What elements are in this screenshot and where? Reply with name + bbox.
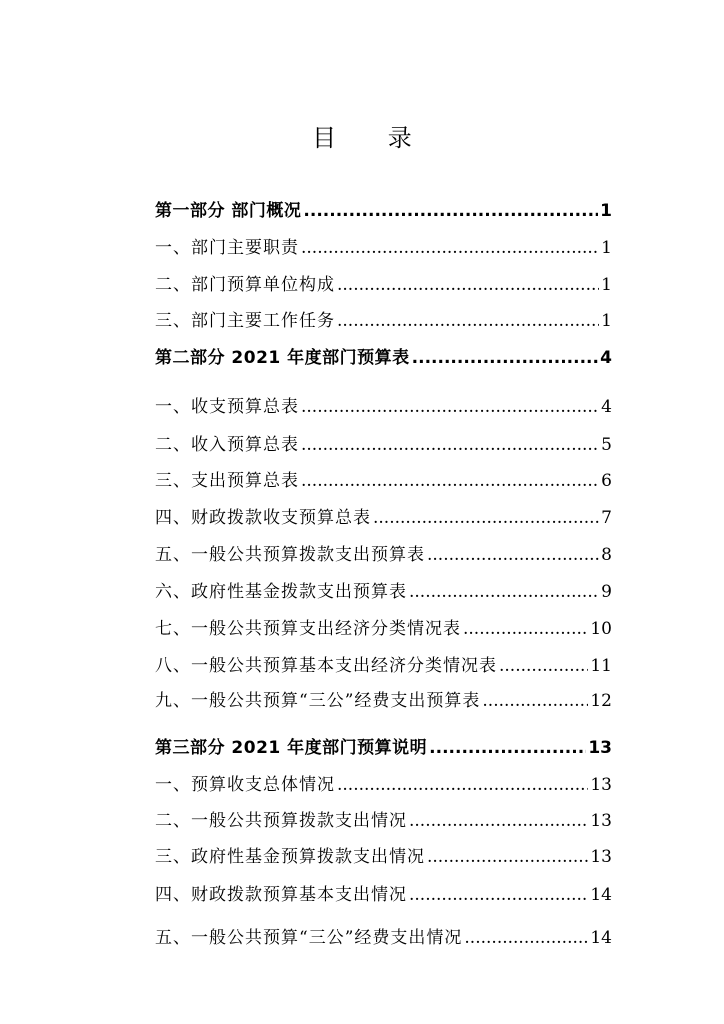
- toc-dot-leader: [429, 737, 586, 759]
- toc-entry-label: 第二部分 2021 年度部门预算表: [155, 348, 410, 368]
- toc-dot-leader: [412, 347, 599, 369]
- toc-dot-leader: [463, 618, 588, 640]
- toc-section-entry[interactable]: [155, 343, 612, 369]
- toc-dot-leader: [373, 507, 599, 529]
- toc-dot-leader: [482, 690, 588, 712]
- toc-section-entry[interactable]: [155, 196, 612, 222]
- toc-entry[interactable]: [155, 880, 612, 906]
- toc-page-number: 9: [601, 582, 612, 602]
- toc-page-number: 4: [601, 397, 612, 417]
- toc-entry-label: 八、一般公共预算基本支出经济分类情况表: [155, 656, 497, 676]
- toc-dot-leader: [409, 884, 588, 906]
- toc-page-number: 1: [601, 275, 612, 295]
- toc-page-number: 8: [601, 545, 612, 565]
- toc-dot-leader: [464, 927, 588, 949]
- toc-dot-leader: [337, 774, 588, 796]
- toc-entry-label: 三、支出预算总表: [155, 471, 299, 491]
- toc-entry-label: 六、政府性基金拨款支出预算表: [155, 582, 407, 602]
- toc-dot-leader: [301, 396, 599, 418]
- toc-page-number: 1: [600, 201, 612, 221]
- toc-page-number: 13: [590, 775, 612, 795]
- toc-entry[interactable]: [155, 466, 612, 492]
- page-title: 目 录: [312, 124, 434, 152]
- toc-dot-leader: [409, 810, 588, 832]
- toc-page-number: 13: [590, 811, 612, 831]
- toc-dot-leader: [303, 200, 598, 222]
- toc-page-number: 11: [590, 656, 612, 676]
- toc-entry-label: 三、政府性基金预算拨款支出情况: [155, 847, 425, 867]
- toc-page-number: 5: [601, 435, 612, 455]
- toc-entry[interactable]: [155, 686, 612, 712]
- toc-entry[interactable]: [155, 430, 612, 456]
- toc-entry-label: 五、一般公共预算“三公”经费支出情况: [155, 928, 463, 948]
- toc-page-number: 7: [601, 508, 612, 528]
- toc-dot-leader: [409, 581, 599, 603]
- toc-entry[interactable]: [155, 923, 612, 949]
- toc-page-number: 6: [601, 471, 612, 491]
- toc-entry-label: 二、一般公共预算拨款支出情况: [155, 811, 407, 831]
- toc-entry[interactable]: [155, 614, 612, 640]
- toc-dot-leader: [499, 655, 588, 677]
- toc-entry[interactable]: [155, 270, 612, 296]
- toc-entry[interactable]: [155, 651, 612, 677]
- toc-page-number: 12: [590, 691, 612, 711]
- toc-dot-leader: [337, 310, 599, 332]
- toc-entry[interactable]: [155, 540, 612, 566]
- toc-entry-label: 一、部门主要职责: [155, 238, 299, 258]
- toc-entry[interactable]: [155, 392, 612, 418]
- toc-dot-leader: [301, 237, 599, 259]
- toc-entry-label: 五、一般公共预算拨款支出预算表: [155, 545, 425, 565]
- toc-page-number: 13: [590, 847, 612, 867]
- toc-entry[interactable]: [155, 842, 612, 868]
- toc-page-number: 13: [588, 738, 612, 758]
- toc-entry[interactable]: [155, 306, 612, 332]
- toc-entry-label: 第一部分 部门概况: [155, 201, 302, 221]
- toc-page-number: 14: [590, 885, 612, 905]
- toc-entry[interactable]: [155, 806, 612, 832]
- toc-entry-label: 四、财政拨款预算基本支出情况: [155, 885, 407, 905]
- toc-entry-label: 七、一般公共预算支出经济分类情况表: [155, 619, 461, 639]
- toc-entry[interactable]: [155, 577, 612, 603]
- toc-dot-leader: [427, 544, 599, 566]
- toc-dot-leader: [337, 274, 599, 296]
- toc-dot-leader: [301, 470, 599, 492]
- toc-entry-label: 三、部门主要工作任务: [155, 311, 335, 331]
- toc-entry-label: 四、财政拨款收支预算总表: [155, 508, 371, 528]
- toc-entry-label: 第三部分 2021 年度部门预算说明: [155, 738, 428, 758]
- toc-entry-label: 二、收入预算总表: [155, 435, 299, 455]
- toc-entry[interactable]: [155, 770, 612, 796]
- toc-page-number: 14: [590, 928, 612, 948]
- toc-dot-leader: [427, 846, 588, 868]
- toc-entry-label: 一、收支预算总表: [155, 397, 299, 417]
- toc-page-number: 1: [601, 311, 612, 331]
- toc-entry[interactable]: [155, 503, 612, 529]
- toc-page-number: 4: [600, 348, 612, 368]
- toc-entry-label: 二、部门预算单位构成: [155, 275, 335, 295]
- toc-entry-label: 九、一般公共预算“三公”经费支出预算表: [155, 691, 481, 711]
- toc-page-number: 10: [590, 619, 612, 639]
- toc-page-number: 1: [601, 238, 612, 258]
- toc-entry-label: 一、预算收支总体情况: [155, 775, 335, 795]
- toc-dot-leader: [301, 434, 599, 456]
- toc-entry[interactable]: [155, 233, 612, 259]
- toc-section-entry[interactable]: [155, 733, 612, 759]
